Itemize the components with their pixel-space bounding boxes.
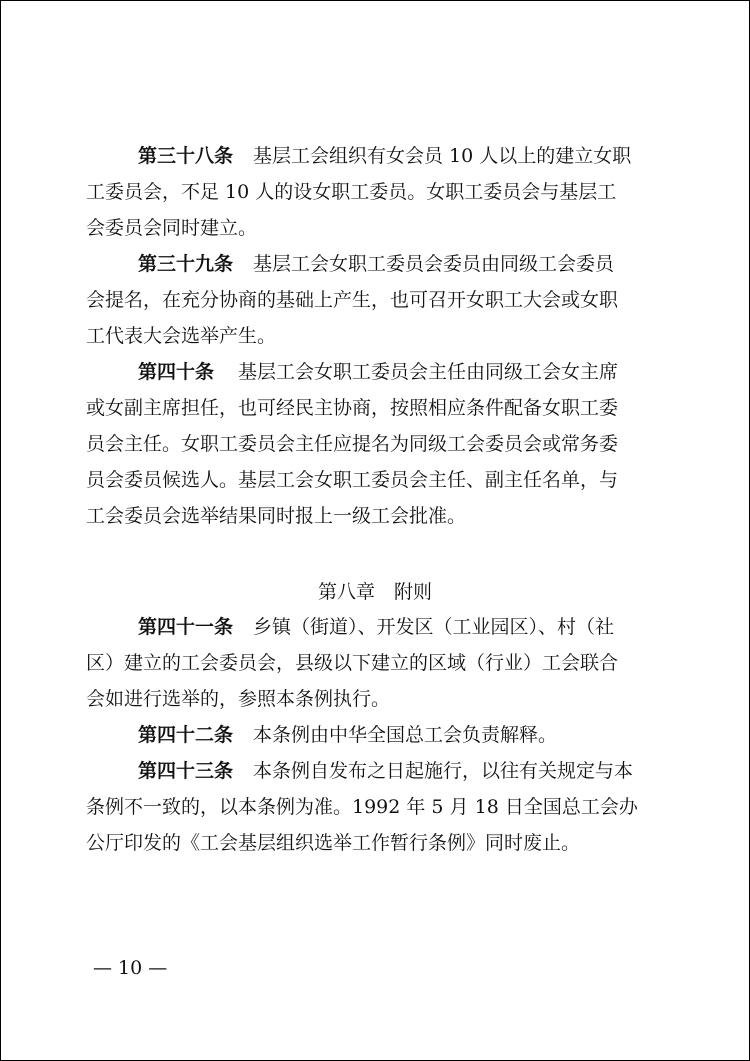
article-heading: 第四十条 [138, 361, 215, 383]
article-heading: 第三十九条 [138, 253, 234, 275]
article-first-line [138, 251, 614, 277]
article-heading: 第四十一条 [138, 616, 234, 638]
article-first-line [138, 722, 557, 748]
article-text: 公厅印发的《工会基层组织选举工作暂行条例》同时废止。 [86, 832, 581, 854]
article-text: 工代表大会选举产生。 [86, 325, 277, 347]
article-heading: 第四十二条 [138, 724, 234, 746]
article-heading: 第四十三条 [138, 760, 234, 782]
article-text: 区）建立的工会委员会，县级以下建立的区域（行业）工会联合 [86, 652, 619, 674]
article-text: 基层工会女职工委员会委员由同级工会委员 [253, 253, 615, 275]
chapter-title: 第八章 附则 [317, 581, 432, 603]
article-text: 会委员会同时建立。 [86, 217, 258, 239]
article-first-line [138, 359, 618, 385]
article-text: 工会委员会选举结果同时报上一级工会批准。 [86, 505, 467, 527]
article-text: 员会主任。女职工委员会主任应提名为同级工会委员会或常务委 [86, 433, 619, 455]
article-text: 基层工会女职工委员会主任由同级工会女主席 [238, 361, 619, 383]
article-first-line [138, 758, 633, 784]
article-text: 本条例自发布之日起施行，以往有关规定与本 [253, 760, 634, 782]
article-text: 工委员会，不足 10 人的设女职工委员。女职工委员会与基层工 [86, 181, 617, 203]
article-text: 会如进行选举的，参照本条例执行。 [86, 688, 391, 710]
article-text: 本条例由中华全国总工会负责解释。 [253, 724, 558, 746]
article-heading: 第三十八条 [138, 145, 234, 167]
article-text: 乡镇（街道）、开发区（工业园区）、村（社 [253, 616, 615, 638]
article-first-line [138, 143, 631, 169]
article-text: 会提名，在充分协商的基础上产生，也可召开女职工大会或女职 [86, 289, 619, 311]
page-number: — 10 — [93, 957, 168, 979]
article-text: 基层工会组织有女会员 10 人以上的建立女职 [253, 145, 632, 167]
article-text: 条例不一致的，以本条例为准。1992 年 5 月 18 日全国总工会办 [86, 796, 638, 818]
article-text: 或女副主席担任，也可经民主协商，按照相应条件配备女职工委 [86, 397, 619, 419]
article-text: 员会委员候选人。基层工会女职工委员会主任、副主任名单，与 [86, 469, 619, 491]
article-first-line [138, 614, 614, 640]
